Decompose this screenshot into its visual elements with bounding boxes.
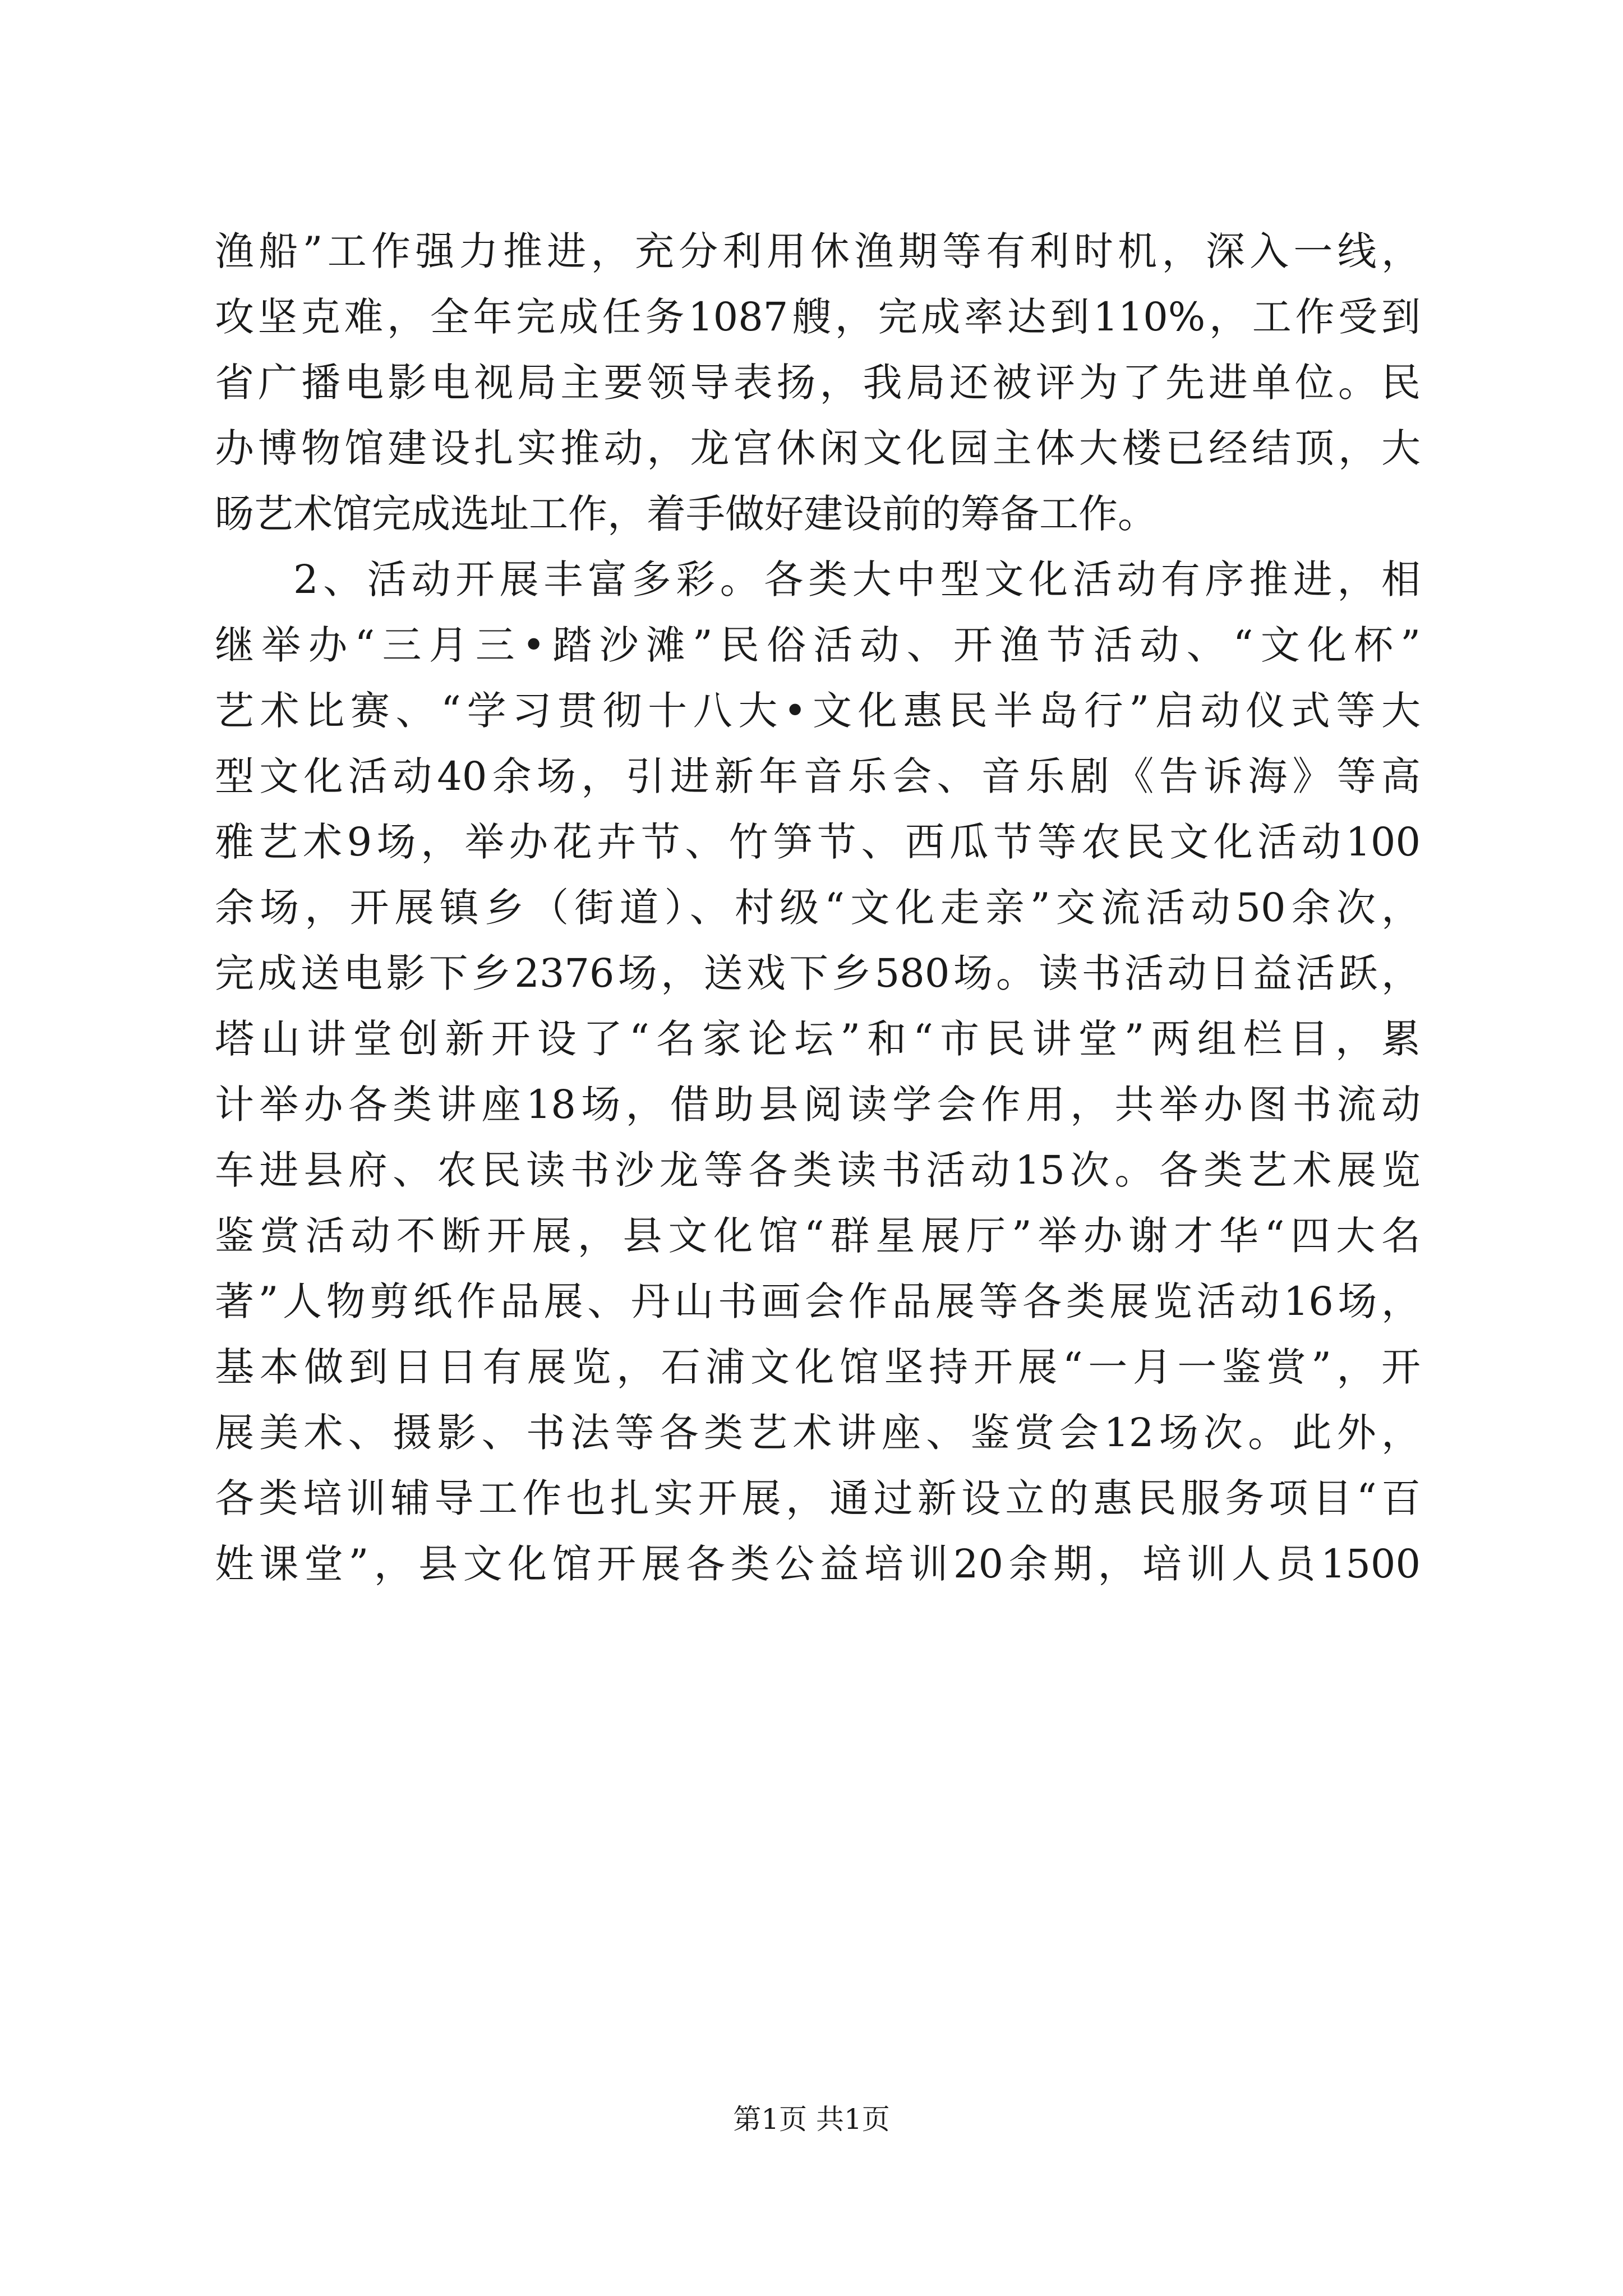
paragraph-start-line: 2、活动开展丰富多彩。各类大中型文化活动有序推进，相 (293, 556, 1421, 602)
text-line: 办博物馆建设扎实推动，龙宫休闲文化园主体大楼已经结顶，大 (215, 425, 1421, 471)
text-line: 省广播电影电视局主要领导表扬，我局还被评为了先进单位。民 (215, 360, 1421, 406)
text-line: 计举办各类讲座18场，借助县阅读学会作用，共举办图书流动 (215, 1082, 1421, 1128)
text-line: 余场，开展镇乡（街道）、村级“文化走亲”交流活动50余次， (215, 885, 1421, 931)
text-line: 基本做到日日有展览，石浦文化馆坚持开展“一月一鉴赏”，开 (215, 1344, 1421, 1390)
text-line: 雅艺术9场，举办花卉节、竹笋节、西瓜节等农民文化活动100 (215, 819, 1421, 865)
text-line: 姓课堂”，县文化馆开展各类公益培训20余期，培训人员1500 (215, 1541, 1421, 1587)
text-line: 继举办“三月三•踏沙滩”民俗活动、开渔节活动、“文化杯” (215, 622, 1421, 668)
text-line: 各类培训辅导工作也扎实开展，通过新设立的惠民服务项目“百 (215, 1475, 1421, 1521)
text-line: 艺术比赛、“学习贯彻十八大•文化惠民半岛行”启动仪式等大 (215, 688, 1421, 734)
text-line: 车进县府、农民读书沙龙等各类读书活动15次。各类艺术展览 (215, 1147, 1421, 1193)
text-line: 完成送电影下乡2376场，送戏下乡580场。读书活动日益活跃， (215, 950, 1421, 996)
document-body (215, 219, 1421, 1597)
text-line: 旸艺术馆完成选址工作，着手做好建设前的筹备工作。 (215, 491, 1157, 537)
text-line: 著”人物剪纸作品展、丹山书画会作品展等各类展览活动16场， (215, 1278, 1421, 1324)
text-line: 塔山讲堂创新开设了“名家论坛”和“市民讲堂”两组栏目，累 (215, 1016, 1421, 1062)
text-line: 攻坚克难，全年完成任务1087艘，完成率达到110%，工作受到 (215, 294, 1421, 340)
text-line: 鉴赏活动不断开展，县文化馆“群星展厅”举办谢才华“四大名 (215, 1213, 1421, 1259)
page-number-label: 第1页 共1页 (733, 2103, 890, 2136)
text-line: 型文化活动40余场，引进新年音乐会、音乐剧《告诉海》等高 (215, 753, 1421, 799)
page-footer (0, 2097, 1623, 2137)
text-line: 展美术、摄影、书法等各类艺术讲座、鉴赏会12场次。此外， (215, 1410, 1421, 1456)
text-line: 渔船”工作强力推进，充分利用休渔期等有利时机，深入一线， (215, 228, 1421, 274)
